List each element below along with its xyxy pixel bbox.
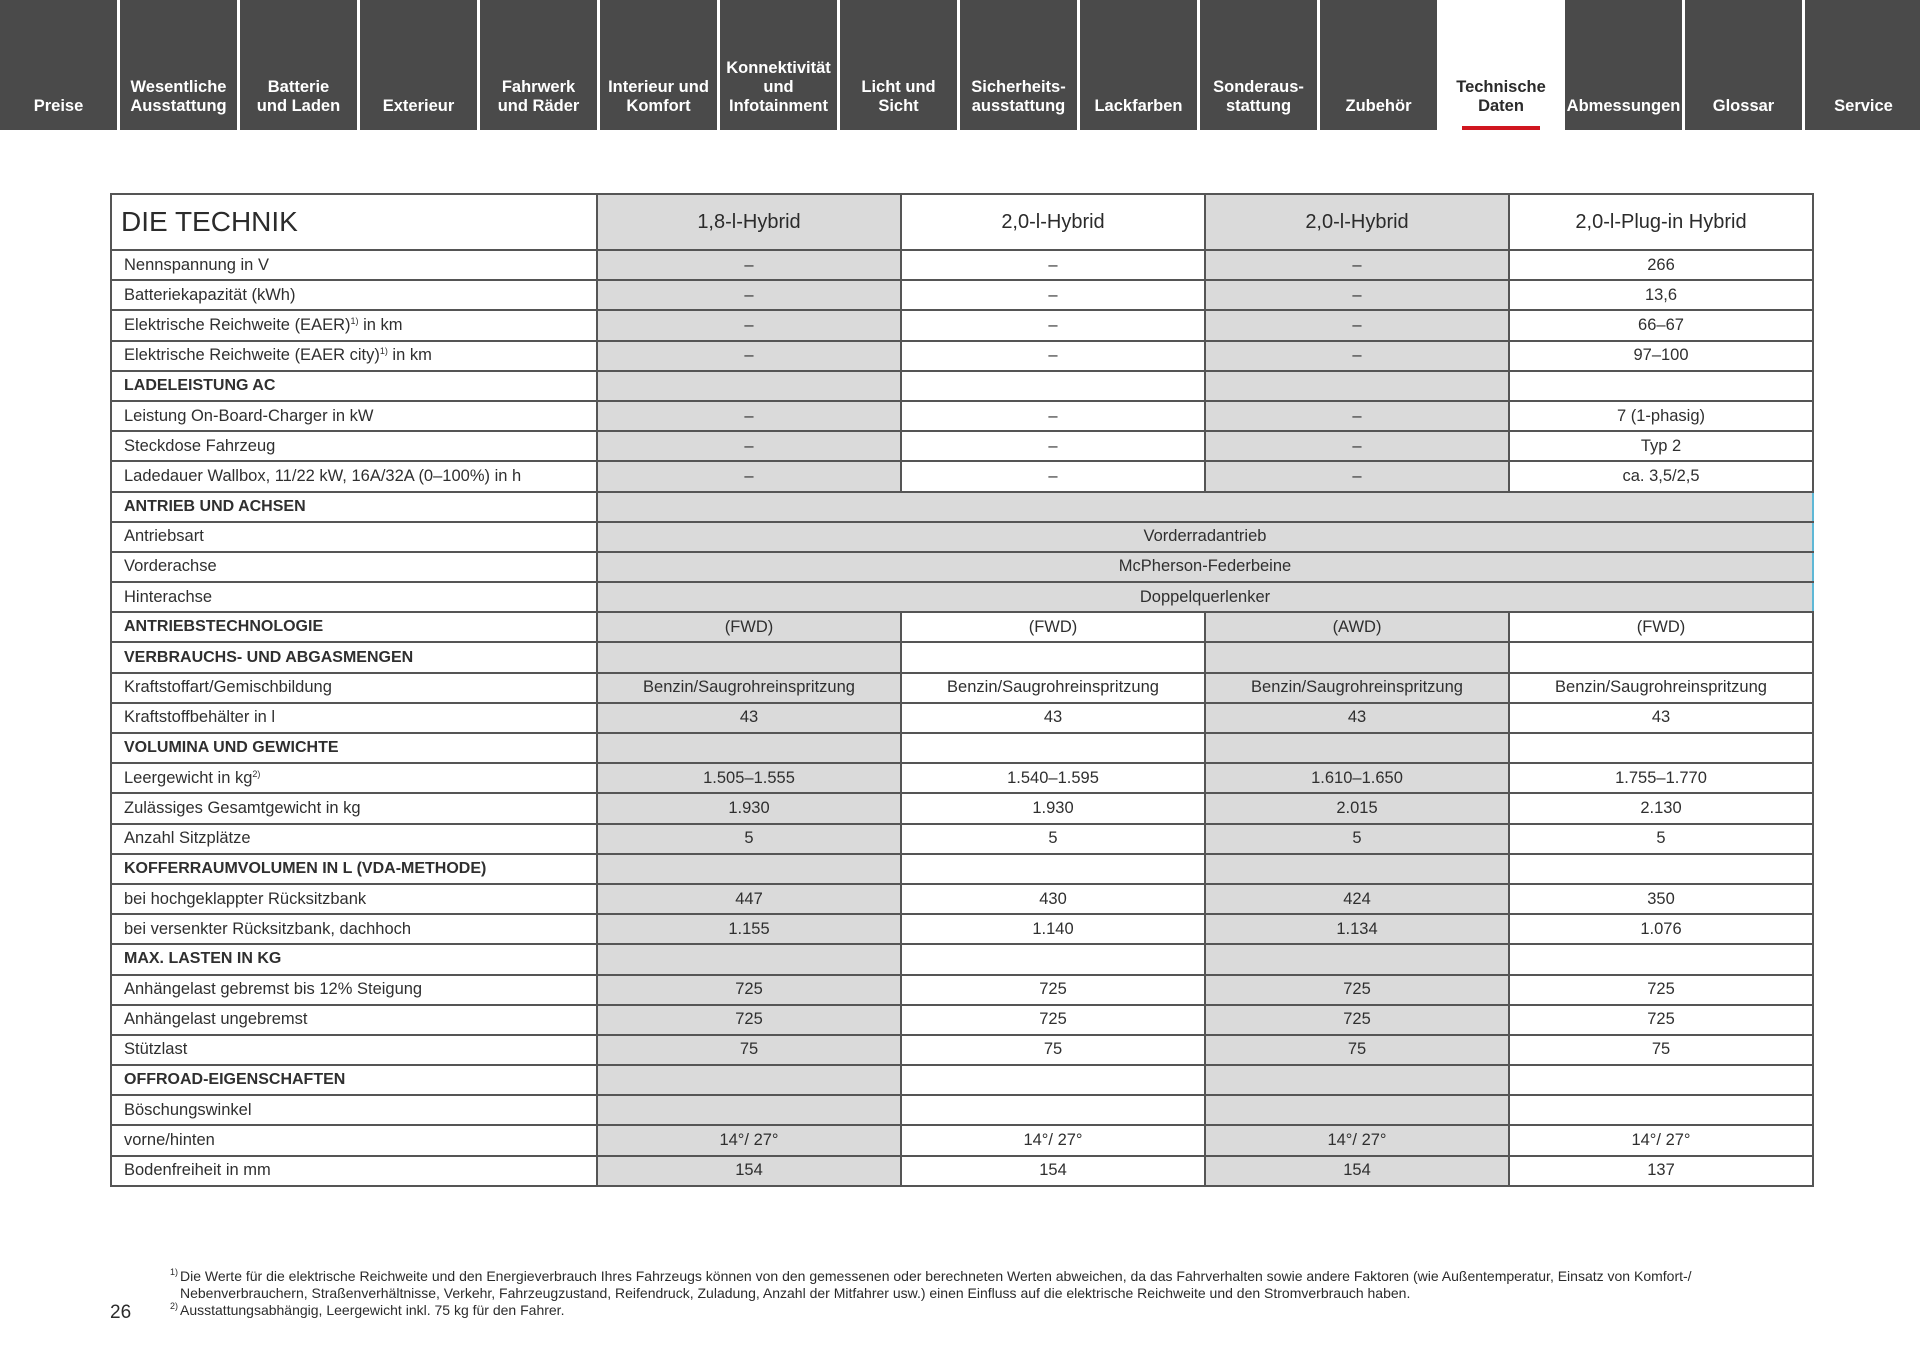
value-cell: 1.140: [901, 914, 1205, 944]
value-cell: 2.130: [1509, 793, 1813, 823]
value-cell: –: [901, 401, 1205, 431]
row-label-text: Leistung On-Board-Charger in kW: [124, 406, 374, 425]
row-label-text: vorne/hinten: [124, 1131, 215, 1150]
value-cell: 725: [901, 1005, 1205, 1035]
footnote-text: Die Werte für die elektrische Reichweite und den Energieverbrauch Ihres Fahrzeugs können von den gemessenen oder berechneten Werten abweichen, da das Fahrverhalten sowie andere Faktoren (wie Außentemperatur, Einsatz von Komfort-/ Nebenverbrauchern, Straßenverhältnisse, Verkehr, Fahrzeugzustand, Reifendruck, Zuladung, Anzahl der Mitfahrer usw.) einen Einfluss auf die elektrische Reichweite und den Stromverbrauch haben.: [180, 1268, 1692, 1301]
value-cell: –: [901, 341, 1205, 371]
value-cell: [1509, 944, 1813, 974]
nav-tab-konnektivität-und-infotainment[interactable]: Konnektivität und Infotainment: [720, 0, 837, 130]
value-cell: 13,6: [1509, 280, 1813, 310]
row-label: [111, 1065, 597, 1095]
nav-tab-interieur-und-komfort[interactable]: Interieur und Komfort: [600, 0, 717, 130]
value-cell: 14°/ 27°: [597, 1125, 901, 1155]
table-row: [111, 1156, 1813, 1186]
value-cell: [901, 1065, 1205, 1095]
row-label-text: Stützlast: [124, 1040, 188, 1059]
table-section-row: [111, 612, 1813, 642]
value-cell: –: [597, 401, 901, 431]
row-label-text: LADELEISTUNG AC: [124, 376, 276, 394]
row-label-text: Leergewicht in kg: [124, 768, 253, 787]
value-cell: 725: [597, 1005, 901, 1035]
value-cell: 5: [901, 824, 1205, 854]
value-cell: –: [901, 461, 1205, 491]
row-label-text: Ladedauer Wallbox, 11/22 kW, 16A/32A (0–100%) in h: [124, 466, 522, 485]
row-label-text: Elektrische Reichweite (EAER): [124, 315, 351, 334]
value-cell: [901, 733, 1205, 763]
value-cell: 75: [1509, 1035, 1813, 1065]
row-label: [111, 1005, 597, 1035]
row-label-suffix: in km: [387, 346, 432, 365]
value-cell: (FWD): [597, 612, 901, 642]
row-label: [111, 1035, 597, 1065]
value-cell: 43: [1509, 703, 1813, 733]
row-label-text: MAX. LASTEN IN KG: [124, 950, 282, 968]
value-cell: 1.134: [1205, 914, 1509, 944]
table-section-row: [111, 492, 1813, 522]
value-cell: [1205, 944, 1509, 974]
row-label-text: VOLUMINA UND GEWICHTE: [124, 739, 339, 757]
column-header-1-8-hybrid: 1,8-l-Hybrid: [597, 194, 901, 250]
value-cell: –: [1205, 341, 1509, 371]
page-number: 26: [110, 1302, 132, 1323]
row-label-text: Elektrische Reichweite (EAER city): [124, 346, 380, 365]
value-cell: –: [1205, 280, 1509, 310]
row-label: [111, 944, 597, 974]
merged-value-cell: Doppelquerlenker: [597, 582, 1813, 612]
value-cell: 97–100: [1509, 341, 1813, 371]
row-label-suffix: in km: [358, 315, 403, 334]
value-cell: (FWD): [901, 612, 1205, 642]
value-cell: [597, 733, 901, 763]
value-cell: (AWD): [1205, 612, 1509, 642]
value-cell: 154: [1205, 1156, 1509, 1186]
row-label-text: KOFFERRAUMVOLUMEN IN L (VDA-METHODE): [124, 859, 487, 877]
value-cell: [1205, 854, 1509, 884]
row-label: [111, 733, 597, 763]
value-cell: [597, 944, 901, 974]
table-section-row: [111, 854, 1813, 884]
value-cell: [1509, 733, 1813, 763]
row-label: [111, 401, 597, 431]
row-label-text: Anzahl Sitzplätze: [124, 829, 251, 848]
value-cell: 75: [1205, 1035, 1509, 1065]
table-row: [111, 703, 1813, 733]
table-row: [111, 280, 1813, 310]
row-label-text: Kraftstoffbehälter in l: [124, 708, 276, 727]
table-row: [111, 673, 1813, 703]
footnote-ref: 2): [252, 768, 261, 779]
value-cell: Benzin/Saugrohreinspritzung: [1509, 673, 1813, 703]
table-row: [111, 1125, 1813, 1155]
nav-tab-fahrwerk-und-räder[interactable]: Fahrwerk und Räder: [480, 0, 597, 130]
row-label: [111, 763, 597, 793]
value-cell: 14°/ 27°: [1205, 1125, 1509, 1155]
table-row: [111, 1095, 1813, 1125]
table-row: [111, 975, 1813, 1005]
value-cell: Benzin/Saugrohreinspritzung: [597, 673, 901, 703]
value-cell: [597, 1095, 901, 1125]
value-cell: [1509, 1095, 1813, 1125]
value-cell: [597, 854, 901, 884]
table-header-row: [111, 194, 1813, 250]
row-label: [111, 341, 597, 371]
merged-value-cell: McPherson-Federbeine: [597, 552, 1813, 582]
column-header-2-0-plugin-hybrid: 2,0-l-Plug-in Hybrid: [1509, 194, 1813, 250]
table-row: [111, 341, 1813, 371]
row-label: [111, 612, 597, 642]
value-cell: [901, 1095, 1205, 1125]
footnote-mark: 1): [170, 1267, 179, 1277]
row-label-text: Steckdose Fahrzeug: [124, 436, 276, 455]
value-cell: 7 (1-phasig): [1509, 401, 1813, 431]
value-cell: –: [1205, 431, 1509, 461]
value-cell: 5: [597, 824, 901, 854]
value-cell: [901, 371, 1205, 401]
value-cell: [1509, 854, 1813, 884]
value-cell: 5: [1509, 824, 1813, 854]
value-cell: –: [901, 310, 1205, 340]
table-row: [111, 1035, 1813, 1065]
technical-data-table: [110, 193, 1814, 1187]
row-label: [111, 431, 597, 461]
value-cell: 137: [1509, 1156, 1813, 1186]
row-label-text: VERBRAUCHS- UND ABGASMENGEN: [124, 648, 414, 666]
value-cell: [597, 642, 901, 672]
value-cell: 154: [901, 1156, 1205, 1186]
row-label: [111, 280, 597, 310]
row-label-text: Anhängelast ungebremst: [124, 1010, 308, 1029]
row-label: [111, 642, 597, 672]
footnote: [170, 1268, 1810, 1302]
value-cell: –: [1205, 310, 1509, 340]
value-cell: 447: [597, 884, 901, 914]
value-cell: 725: [1205, 975, 1509, 1005]
value-cell: [1205, 371, 1509, 401]
value-cell: [1509, 1065, 1813, 1095]
footnote-ref: 1): [379, 346, 388, 357]
value-cell: [597, 371, 901, 401]
footnote: [170, 1302, 1810, 1319]
table-section-row: [111, 733, 1813, 763]
table-section-row: [111, 371, 1813, 401]
value-cell: –: [901, 431, 1205, 461]
nav-tab-lackfarben[interactable]: Lackfarben: [1080, 0, 1197, 130]
value-cell: 1.155: [597, 914, 901, 944]
row-label: [111, 522, 597, 552]
value-cell: [1205, 1065, 1509, 1095]
value-cell: 266: [1509, 250, 1813, 280]
value-cell: [1205, 733, 1509, 763]
value-cell: [1205, 642, 1509, 672]
value-cell: [1509, 642, 1813, 672]
value-cell: 430: [901, 884, 1205, 914]
value-cell: 725: [1509, 975, 1813, 1005]
footnotes: [170, 1268, 1810, 1319]
value-cell: 66–67: [1509, 310, 1813, 340]
row-label-text: Bodenfreiheit in mm: [124, 1161, 271, 1180]
nav-tab-exterieur[interactable]: Exterieur: [360, 0, 477, 130]
table-row: [111, 793, 1813, 823]
merged-value-cell: Vorderradantrieb: [597, 522, 1813, 552]
table-row: [111, 401, 1813, 431]
nav-tab-wesentliche-ausstattung[interactable]: Wesentliche Ausstattung: [120, 0, 237, 130]
value-cell: Typ 2: [1509, 431, 1813, 461]
table-row: [111, 1005, 1813, 1035]
row-label-text: Böschungswinkel: [124, 1100, 252, 1119]
nav-tab-glossar[interactable]: Glossar: [1685, 0, 1802, 130]
value-cell: –: [597, 431, 901, 461]
row-label: [111, 854, 597, 884]
merged-value-cell: [597, 492, 1813, 522]
column-header-2-0-hybrid-fwd: 2,0-l-Hybrid: [901, 194, 1205, 250]
table-section-row: [111, 642, 1813, 672]
row-label-text: Hinterachse: [124, 587, 213, 606]
row-label-text: Batteriekapazität (kWh): [124, 285, 296, 304]
table-row: [111, 824, 1813, 854]
nav-tab-licht-und-sicht[interactable]: Licht und Sicht: [840, 0, 957, 130]
value-cell: 725: [1509, 1005, 1813, 1035]
value-cell: 154: [597, 1156, 901, 1186]
row-label-text: ANTRIEBSTECHNOLOGIE: [124, 618, 324, 636]
row-label-text: OFFROAD-EIGENSCHAFTEN: [124, 1071, 346, 1089]
row-label-text: bei versenkter Rücksitzbank, dachhoch: [124, 919, 412, 938]
row-label-text: ANTRIEB UND ACHSEN: [124, 497, 306, 515]
value-cell: 725: [901, 975, 1205, 1005]
row-label: [111, 250, 597, 280]
footnote-ref: 1): [350, 315, 359, 326]
section-navigation: [0, 0, 1920, 130]
value-cell: Benzin/Saugrohreinspritzung: [1205, 673, 1509, 703]
row-label: [111, 1156, 597, 1186]
value-cell: 1.076: [1509, 914, 1813, 944]
row-label: [111, 673, 597, 703]
nav-tab-abmessungen[interactable]: Abmessungen: [1565, 0, 1682, 130]
value-cell: 43: [1205, 703, 1509, 733]
row-label: [111, 1125, 597, 1155]
nav-tab-technische-daten[interactable]: Technische Daten: [1440, 0, 1562, 130]
table-section-row: [111, 1065, 1813, 1095]
value-cell: 725: [1205, 1005, 1509, 1035]
nav-tab-zubehör[interactable]: Zubehör: [1320, 0, 1437, 130]
value-cell: –: [1205, 461, 1509, 491]
table-section-row: [111, 944, 1813, 974]
value-cell: –: [597, 461, 901, 491]
value-cell: –: [901, 250, 1205, 280]
value-cell: 424: [1205, 884, 1509, 914]
value-cell: [901, 642, 1205, 672]
row-label-text: Zulässiges Gesamtgewicht in kg: [124, 798, 361, 817]
table-row: [111, 914, 1813, 944]
value-cell: 1.540–1.595: [901, 763, 1205, 793]
row-label: [111, 793, 597, 823]
value-cell: 350: [1509, 884, 1813, 914]
row-label-text: Kraftstoffart/Gemischbildung: [124, 678, 332, 697]
row-label: [111, 461, 597, 491]
table-row: [111, 250, 1813, 280]
row-label: [111, 582, 597, 612]
value-cell: 1.930: [901, 793, 1205, 823]
nav-tab-preise[interactable]: Preise: [0, 0, 117, 130]
value-cell: –: [597, 250, 901, 280]
row-label: [111, 310, 597, 340]
table-row: [111, 310, 1813, 340]
value-cell: 75: [597, 1035, 901, 1065]
footnote-mark: 2): [170, 1301, 179, 1311]
value-cell: 43: [597, 703, 901, 733]
row-label: [111, 371, 597, 401]
table-row: [111, 582, 1813, 612]
value-cell: [901, 854, 1205, 884]
nav-tab-sonderaus-stattung[interactable]: Sonderaus- stattung: [1200, 0, 1317, 130]
footnote-text: Ausstattungsabhängig, Leergewicht inkl. 75 kg für den Fahrer.: [180, 1302, 565, 1318]
row-label: [111, 703, 597, 733]
value-cell: 5: [1205, 824, 1509, 854]
value-cell: [901, 944, 1205, 974]
row-label: [111, 914, 597, 944]
value-cell: 725: [597, 975, 901, 1005]
row-label-text: Antriebsart: [124, 527, 204, 546]
value-cell: –: [597, 310, 901, 340]
value-cell: 43: [901, 703, 1205, 733]
value-cell: –: [597, 280, 901, 310]
row-label-text: bei hochgeklappter Rücksitzbank: [124, 889, 367, 908]
value-cell: –: [901, 280, 1205, 310]
row-label: [111, 824, 597, 854]
value-cell: Benzin/Saugrohreinspritzung: [901, 673, 1205, 703]
row-label: [111, 1095, 597, 1125]
value-cell: [1205, 1095, 1509, 1125]
row-label: [111, 884, 597, 914]
value-cell: 2.015: [1205, 793, 1509, 823]
row-label-text: Nennspannung in V: [124, 255, 269, 274]
value-cell: 1.930: [597, 793, 901, 823]
nav-tab-service[interactable]: Service: [1805, 0, 1920, 130]
value-cell: 75: [901, 1035, 1205, 1065]
table-row: [111, 552, 1813, 582]
row-label: [111, 552, 597, 582]
value-cell: (FWD): [1509, 612, 1813, 642]
value-cell: [1509, 371, 1813, 401]
value-cell: 1.755–1.770: [1509, 763, 1813, 793]
row-label-text: Vorderachse: [124, 557, 217, 576]
nav-tab-batterie-und-laden[interactable]: Batterie und Laden: [240, 0, 357, 130]
value-cell: –: [597, 341, 901, 371]
table-row: [111, 884, 1813, 914]
value-cell: 1.505–1.555: [597, 763, 901, 793]
table-row: [111, 461, 1813, 491]
table-row: [111, 522, 1813, 552]
nav-tab-sicherheits-ausstattung[interactable]: Sicherheits- ausstattung: [960, 0, 1077, 130]
value-cell: [597, 1065, 901, 1095]
value-cell: ca. 3,5/2,5: [1509, 461, 1813, 491]
value-cell: 14°/ 27°: [901, 1125, 1205, 1155]
table-row: [111, 431, 1813, 461]
row-label: [111, 975, 597, 1005]
table-title: DIE TECHNIK: [111, 194, 597, 250]
row-label-text: Anhängelast gebremst bis 12% Steigung: [124, 980, 423, 999]
table-row: [111, 763, 1813, 793]
value-cell: 1.610–1.650: [1205, 763, 1509, 793]
column-header-2-0-hybrid-awd: 2,0-l-Hybrid: [1205, 194, 1509, 250]
value-cell: 14°/ 27°: [1509, 1125, 1813, 1155]
value-cell: –: [1205, 250, 1509, 280]
value-cell: –: [1205, 401, 1509, 431]
row-label: [111, 492, 597, 522]
